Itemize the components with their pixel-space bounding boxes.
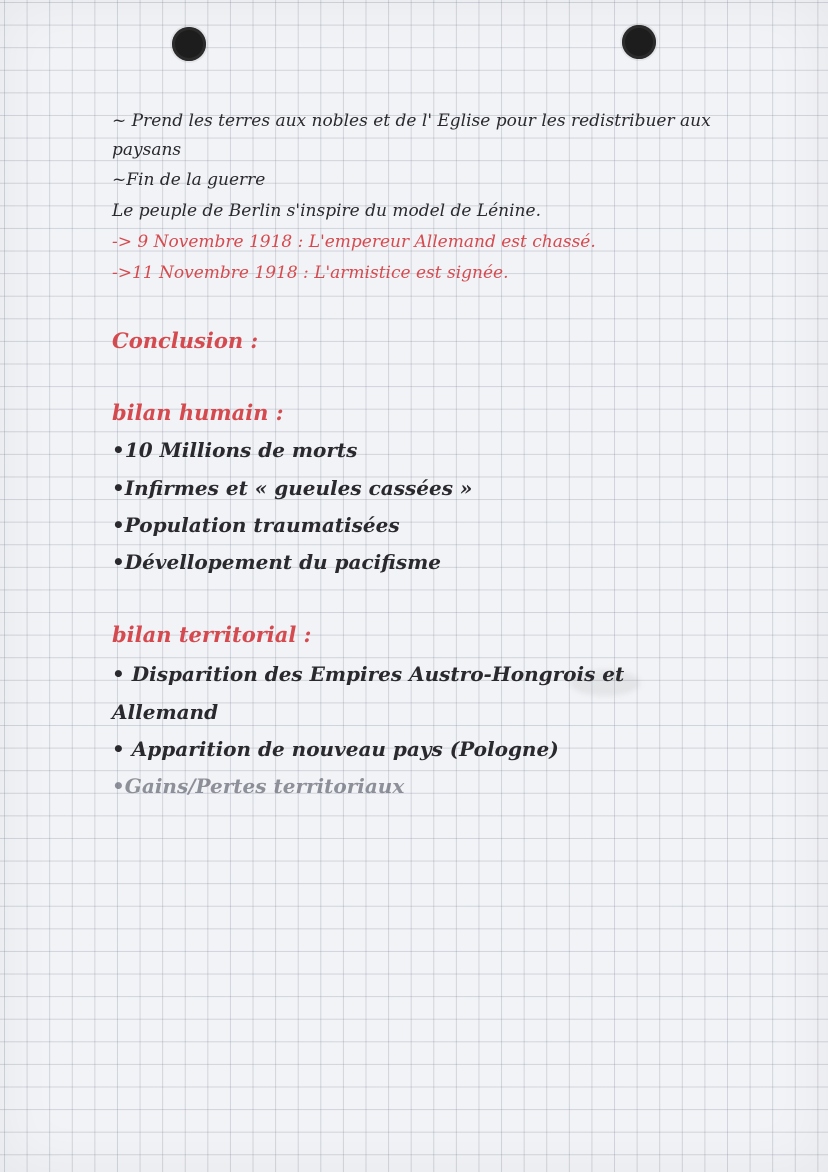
bilan-humain-heading: bilan humain : bbox=[112, 400, 284, 425]
bilan-territorial-item: • Disparition des Empires Austro-Hongrois et bbox=[112, 662, 625, 686]
bilan-humain-item: •10 Millions de morts bbox=[112, 438, 358, 462]
bilan-territorial-heading: bilan territorial : bbox=[112, 622, 312, 647]
bilan-territorial-item: Allemand bbox=[112, 700, 219, 724]
note-line-end-of-war: ~Fin de la guerre bbox=[112, 170, 266, 190]
note-line-nov-11: ->11 Novembre 1918 : L'armistice est signée. bbox=[112, 263, 509, 283]
note-line-land-redistribution: ~ Prend les terres aux nobles et de l' Eglise pour les redistribuer aux bbox=[112, 111, 711, 131]
note-line-nov-9: -> 9 Novembre 1918 : L'empereur Allemand est chassé. bbox=[112, 232, 596, 252]
bilan-humain-item: •Population traumatisées bbox=[112, 513, 400, 537]
punch-hole-left bbox=[172, 27, 206, 61]
note-line-berlin-lenin: Le peuple de Berlin s'inspire du model de Lénine. bbox=[112, 201, 541, 221]
bilan-humain-item: •Dévellopement du pacifisme bbox=[112, 550, 441, 574]
note-line-peasants: paysans bbox=[112, 140, 182, 160]
punch-hole-right bbox=[622, 25, 656, 59]
bilan-territorial-item: •Gains/Pertes territoriaux bbox=[112, 774, 405, 798]
bilan-humain-item: •Infirmes et « gueules cassées » bbox=[112, 476, 473, 500]
bilan-territorial-item: • Apparition de nouveau pays (Pologne) bbox=[112, 737, 559, 761]
conclusion-heading: Conclusion : bbox=[112, 328, 259, 353]
